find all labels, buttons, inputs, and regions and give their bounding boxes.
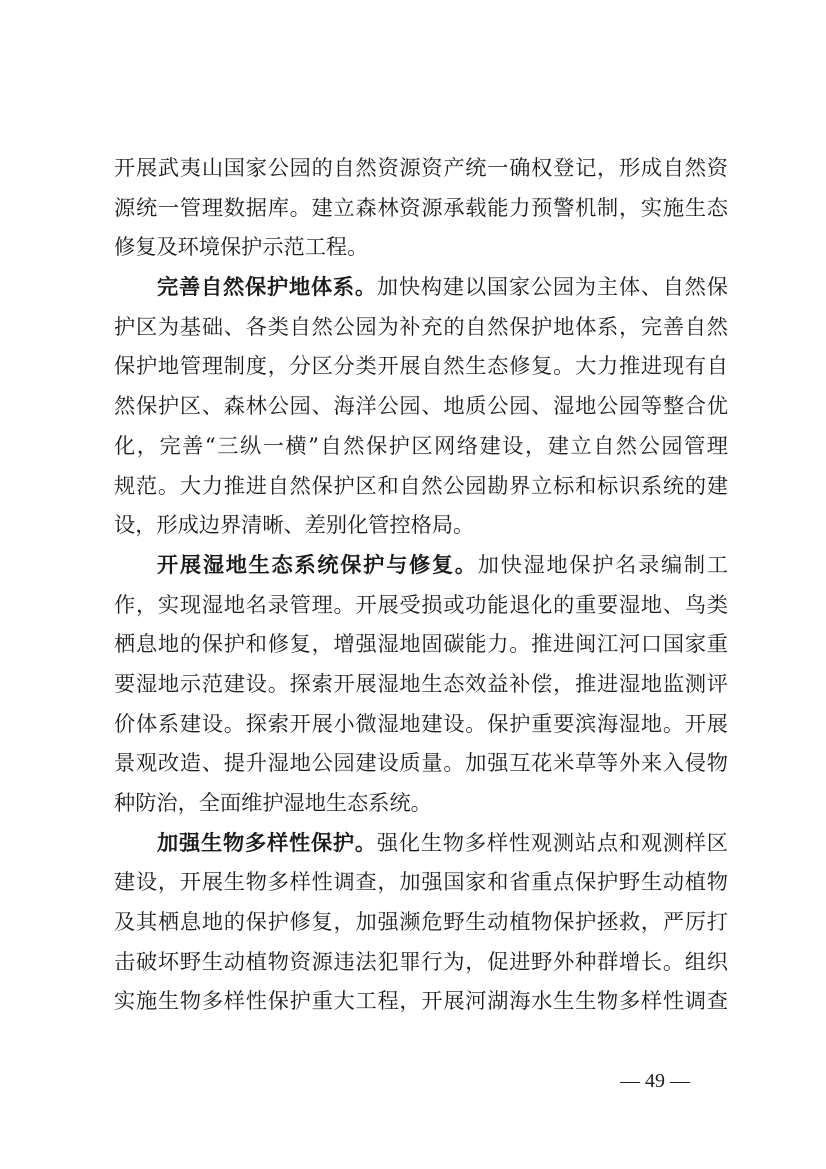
document-body <box>114 148 728 1021</box>
text-line: 源统一管理数据库。建立森林资源承载能力预警机制，实施生态 <box>114 194 728 220</box>
text-line: 及其栖息地的保护修复，加强濒危野生动植物保护拯救，严厉打 <box>114 909 728 935</box>
text-line: 建设，开展生物多样性调查，加强国家和省重点保护野生动植物 <box>114 869 728 895</box>
page-number: — 49 — <box>620 1070 690 1092</box>
text-line: 要湿地示范建设。探索开展湿地生态效益补偿，推进湿地监测评 <box>114 670 728 696</box>
text-line: 化，完善“三纵一横”自然保护区网络建设，建立自然公园管理 <box>114 432 728 458</box>
text-run: 强化生物多样性观测站点和观测样区 <box>376 829 728 855</box>
text-line: 作，实现湿地名录管理。开展受损或功能退化的重要湿地、鸟类 <box>114 591 728 617</box>
text-line: 开展武夷山国家公园的自然资源资产统一确权登记，形成自然资 <box>114 155 728 180</box>
paragraph-heading: 开展湿地生态系统保护与修复。 <box>157 551 478 577</box>
paragraph-heading: 完善自然保护地体系。 <box>157 274 377 300</box>
text-line: 击破坏野生动植物资源违法犯罪行为，促进野外种群增长。组织 <box>114 948 728 974</box>
text-line: 然保护区、森林公园、海洋公园、地质公园、湿地公园等整合优 <box>114 393 728 419</box>
text-line: 价体系建设。探索开展小微湿地建设。保护重要滨海湿地。开展 <box>114 710 728 736</box>
text-line: 景观改造、提升湿地公园建设质量。加强互花米草等外来入侵物 <box>114 750 728 776</box>
text-line <box>114 267 728 307</box>
paragraph <box>114 823 728 1021</box>
text-line: 栖息地的保护和修复，增强湿地固碳能力。推进闽江河口国家重 <box>114 631 728 657</box>
text-line: 实施生物多样性保护重大工程，开展河湖海水生生物多样性调查 <box>114 988 728 1014</box>
text-run: 加快湿地保护名录编制工 <box>477 551 728 577</box>
paragraph-heading: 加强生物多样性保护。 <box>157 829 377 855</box>
text-line: 设，形成边界清晰、差别化管控格局。 <box>114 512 475 538</box>
text-run: 加快构建以国家公园为主体、自然保 <box>376 274 728 300</box>
text-line: 保护地管理制度，分区分类开展自然生态修复。大力推进现有自 <box>114 353 728 379</box>
text-line: 护区为基础、各类自然公园为补充的自然保护地体系，完善自然 <box>114 313 728 339</box>
text-line: 修复及环境保护示范工程。 <box>114 234 369 260</box>
text-line <box>114 545 728 585</box>
paragraph <box>114 545 728 823</box>
paragraph <box>114 267 728 545</box>
text-line <box>114 823 728 863</box>
paragraph <box>114 148 728 267</box>
text-line: 规范。大力推进自然保护区和自然公园勘界立标和标识系统的建 <box>114 472 728 498</box>
text-line: 种防治，全面维护湿地生态系统。 <box>114 790 432 815</box>
